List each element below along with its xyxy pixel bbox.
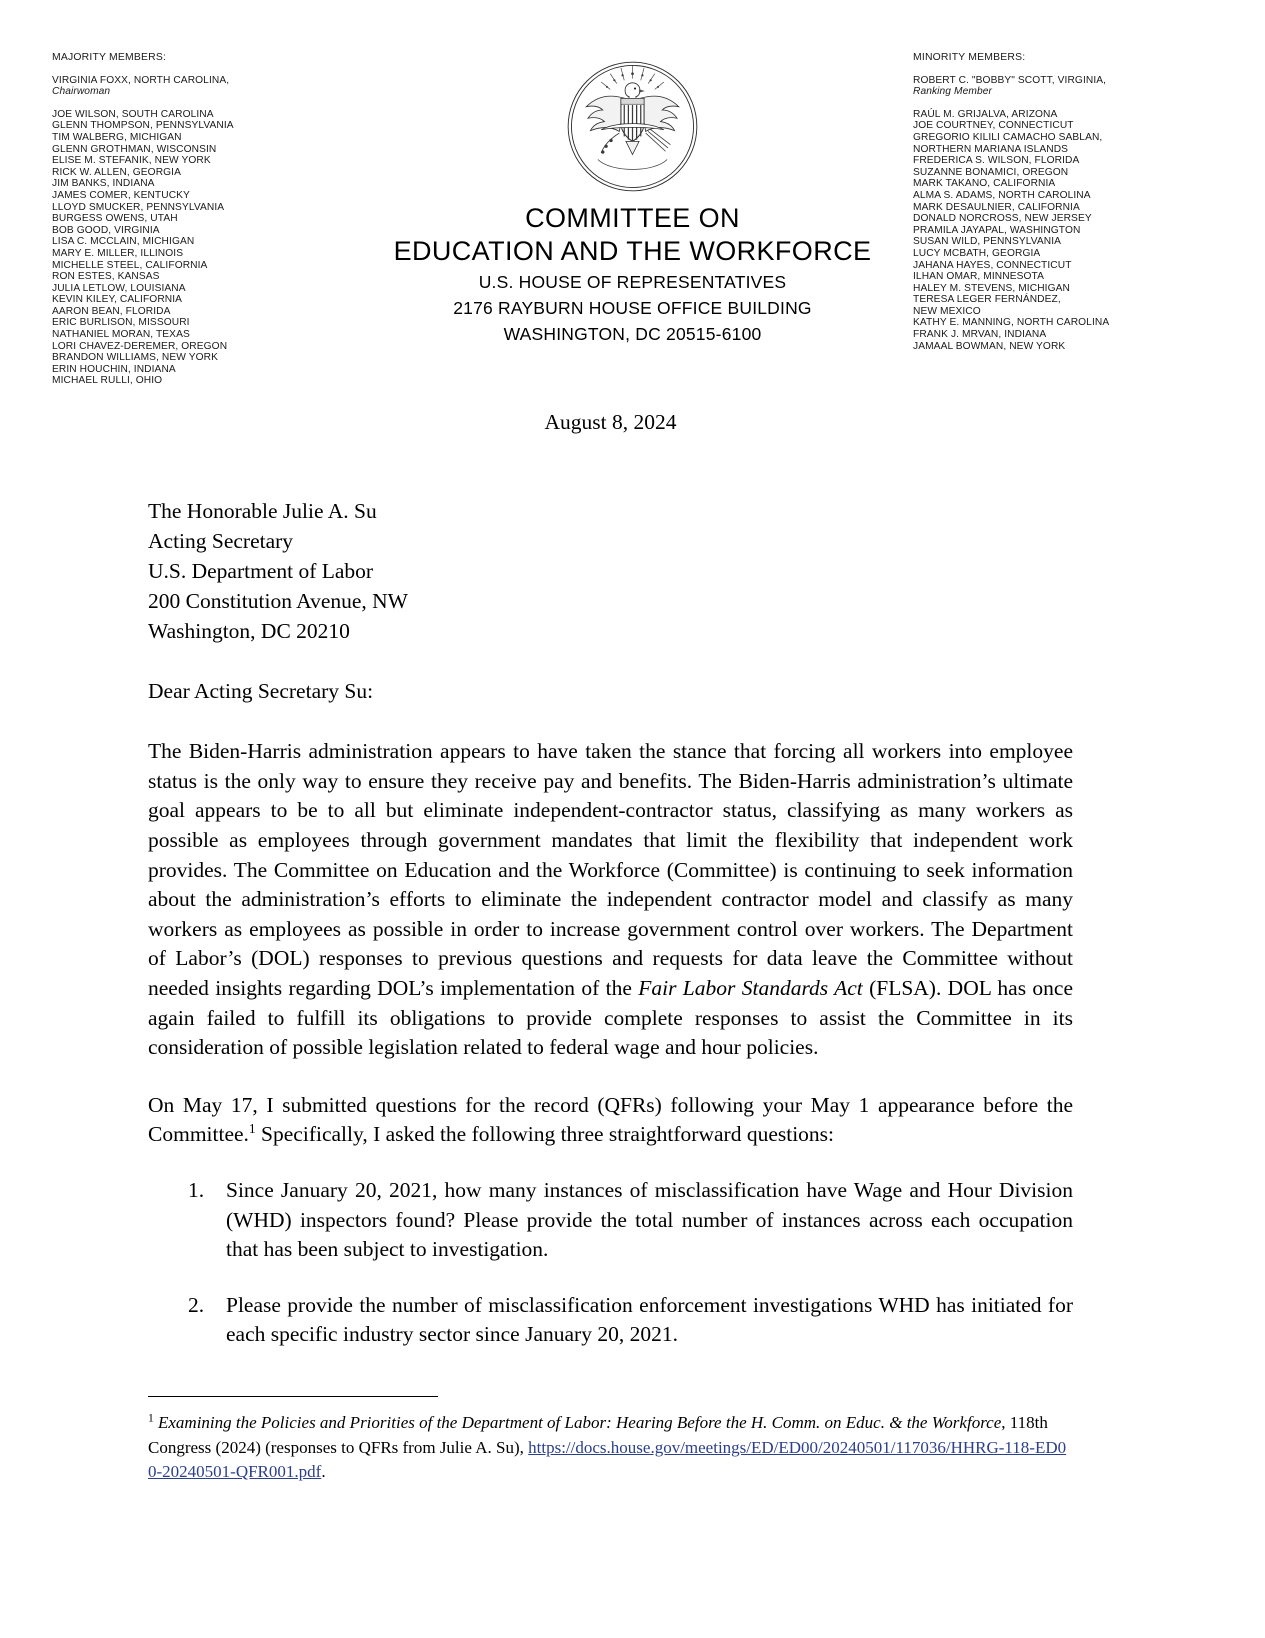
footnote-marker: 1	[148, 1412, 154, 1425]
member-line: SUZANNE BONAMICI, OREGON	[913, 166, 1069, 178]
member-line: RAÚL M. GRIJALVA, ARIZONA	[913, 108, 1058, 120]
member-line: SUSAN WILD, PENNSYLVANIA	[913, 236, 1062, 248]
member-line: MICHELLE STEEL, CALIFORNIA	[52, 259, 208, 271]
spacer	[913, 98, 1213, 109]
member-line: TIM WALBERG, MICHIGAN	[52, 131, 182, 143]
member-line: BRANDON WILLIAMS, NEW YORK	[52, 352, 219, 364]
body-paragraph-2	[148, 1091, 1073, 1150]
member-line: JAMAAL BOWMAN, NEW YORK	[913, 340, 1066, 352]
member-line: LUCY MCBATH, GEORGIA	[913, 247, 1041, 259]
minority-members-list	[913, 109, 1213, 352]
member-line: RON ESTES, KANSAS	[52, 271, 160, 283]
member-line: TERESA LEGER FERNÁNDEZ,	[913, 294, 1061, 306]
member-line: ERIN HOUCHIN, INDIANA	[52, 363, 176, 375]
member-line: ILHAN OMAR, MINNESOTA	[913, 271, 1044, 283]
paragraph-2-text-part2: Specifically, I asked the following three straightforward questions:	[255, 1122, 835, 1147]
member-line: GLENN GROTHMAN, WISCONSIN	[52, 143, 217, 155]
salutation: Dear Acting Secretary Su:	[148, 678, 374, 703]
paragraph-1-text-part2: (FLSA). DOL has once again failed to fulfill its obligations to provide complete responses to assist the Committee in its consideration of possible legislation related to federal wage and hour policies.	[148, 975, 1074, 1060]
recipient-line: The Honorable Julie A. Su	[148, 498, 377, 523]
member-line: DONALD NORCROSS, NEW JERSEY	[913, 213, 1092, 225]
committee-city: WASHINGTON, DC 20515-6100	[503, 324, 762, 344]
majority-members-heading: MAJORITY MEMBERS:	[52, 52, 167, 63]
member-line: FREDERICA S. WILSON, FLORIDA	[913, 155, 1080, 167]
member-line: RICK W. ALLEN, GEORGIA	[52, 166, 182, 178]
letterhead	[0, 44, 1265, 394]
flsa-citation: Fair Labor Standards Act	[638, 975, 863, 1000]
member-line: KEVIN KILEY, CALIFORNIA	[52, 294, 183, 306]
footnote-area	[148, 1396, 1073, 1485]
questions-list	[148, 1176, 1073, 1350]
member-line: NEW MEXICO	[913, 305, 981, 317]
us-house-seal-icon	[550, 44, 715, 209]
footnote-reference-1[interactable]: 1	[248, 1121, 256, 1137]
letter-date: August 8, 2024	[544, 410, 677, 434]
member-line: GREGORIO KILILI CAMACHO SABLAN,	[913, 131, 1103, 143]
member-line: PRAMILA JAYAPAL, WASHINGTON	[913, 224, 1081, 236]
footnote-period: .	[321, 1462, 326, 1481]
list-item: Please provide the number of misclassification enforcement investigations WHD has initiated for each specific industry sector since January 20, 2021.	[226, 1292, 1073, 1347]
paragraph-1-text-part1: The Biden-Harris administration appears to have taken the stance that forcing all workers into employee status is the only way to ensure they receive pay and benefits. The Biden-Harris administration’s ultimate goal appears to be to all but eliminate independent-contractor status, classifying as many workers as possible as employees through government mandates that limit the flexibility that independent work provides. The Committee on Education and the Workforce (Committee) is continuing to seek information about the administration’s efforts to eliminate the independent contractor model and classify as many workers as employees as possible in order to increase government control over workers. The Department of Labor’s (DOL) responses to previous questions and requests for data leave the Committee without needed insights regarding DOL’s implementation of the	[148, 739, 1073, 1000]
majority-leader-role: Chairwoman	[52, 86, 111, 98]
recipient-line: 200 Constitution Avenue, NW	[148, 588, 408, 613]
member-line: KATHY E. MANNING, NORTH CAROLINA	[913, 317, 1110, 329]
list-item: Since January 20, 2021, how many instances of misclassification have Wage and Hour Division (WHD) inspectors found? Please provide the total number of instances across each occupation that has been subject to investigation.	[226, 1177, 1073, 1262]
body-paragraph-1	[148, 737, 1073, 1063]
member-line: HALEY M. STEVENS, MICHIGAN	[913, 282, 1070, 294]
member-line: ALMA S. ADAMS, NORTH CAROLINA	[913, 189, 1091, 201]
paragraph-2-text-part1: On May 17, I submitted questions for the record (QFRs) following your May 1 appearance before the Committee.	[148, 1092, 1073, 1147]
member-line: JAHANA HAYES, CONNECTICUT	[913, 259, 1072, 271]
majority-leader-name: VIRGINIA FOXX, NORTH CAROLINA,	[52, 74, 230, 86]
member-line: LORI CHAVEZ-DEREMER, OREGON	[52, 340, 228, 352]
member-line: BOB GOOD, VIRGINIA	[52, 224, 160, 236]
committee-title-line2: EDUCATION AND THE WORKFORCE	[393, 236, 872, 266]
member-line: MARK DESAULNIER, CALIFORNIA	[913, 201, 1080, 213]
member-line: AARON BEAN, FLORIDA	[52, 305, 171, 317]
minority-members-heading: MINORITY MEMBERS:	[913, 52, 1026, 63]
recipient-line: Washington, DC 20210	[148, 618, 350, 643]
member-line: JOE COURTNEY, CONNECTICUT	[913, 120, 1074, 132]
footnote-hearing-title: Examining the Policies and Priorities of the Department of Labor: Hearing Before the H. Comm. on Educ. & the Workforce	[158, 1413, 1002, 1432]
committee-building: 2176 RAYBURN HOUSE OFFICE BUILDING	[453, 298, 812, 318]
committee-title-line1: COMMITTEE ON	[525, 203, 740, 233]
member-line: MARY E. MILLER, ILLINOIS	[52, 247, 184, 259]
member-line: FRANK J. MRVAN, INDIANA	[913, 329, 1047, 341]
member-line: NATHANIEL MORAN, TEXAS	[52, 329, 190, 341]
member-line: ELISE M. STEFANIK, NEW YORK	[52, 155, 211, 167]
minority-leader-name: ROBERT C. "BOBBY" SCOTT, VIRGINIA,	[913, 74, 1107, 86]
member-line: JOE WILSON, SOUTH CAROLINA	[52, 108, 214, 120]
minority-leader-role: Ranking Member	[913, 86, 992, 98]
recipient-address	[148, 496, 1073, 646]
member-line: MICHAEL RULLI, OHIO	[52, 375, 163, 387]
footnote-1	[148, 1411, 1073, 1485]
member-line: BURGESS OWENS, UTAH	[52, 213, 178, 225]
recipient-line: Acting Secretary	[148, 528, 294, 553]
member-line: LLOYD SMUCKER, PENNSYLVANIA	[52, 201, 225, 213]
member-line: GLENN THOMPSON, PENNSYLVANIA	[52, 120, 234, 132]
member-line: JIM BANKS, INDIANA	[52, 178, 155, 190]
member-line: ERIC BURLISON, MISSOURI	[52, 317, 190, 329]
footnote-divider	[148, 1396, 438, 1397]
member-line: NORTHERN MARIANA ISLANDS	[913, 143, 1069, 155]
footnote-citation-rest: , 118th Congress (2024) (responses to QFRs from Julie A. Su),	[148, 1413, 1048, 1457]
letter-body	[148, 408, 1073, 1376]
footnote-url-link[interactable]: https://docs.house.gov/meetings/ED/ED00/20240501/117036/HHRG-118-ED00-20240501-QFR001.pdf	[148, 1437, 1067, 1481]
committee-chamber: U.S. HOUSE OF REPRESENTATIVES	[478, 272, 787, 292]
member-line: MARK TAKANO, CALIFORNIA	[913, 178, 1056, 190]
member-line: JAMES COMER, KENTUCKY	[52, 189, 190, 201]
member-line: LISA C. MCCLAIN, MICHIGAN	[52, 236, 195, 248]
member-line: JULIA LETLOW, LOUISIANA	[52, 282, 186, 294]
recipient-line: U.S. Department of Labor	[148, 558, 374, 583]
minority-members-column	[913, 52, 1213, 352]
